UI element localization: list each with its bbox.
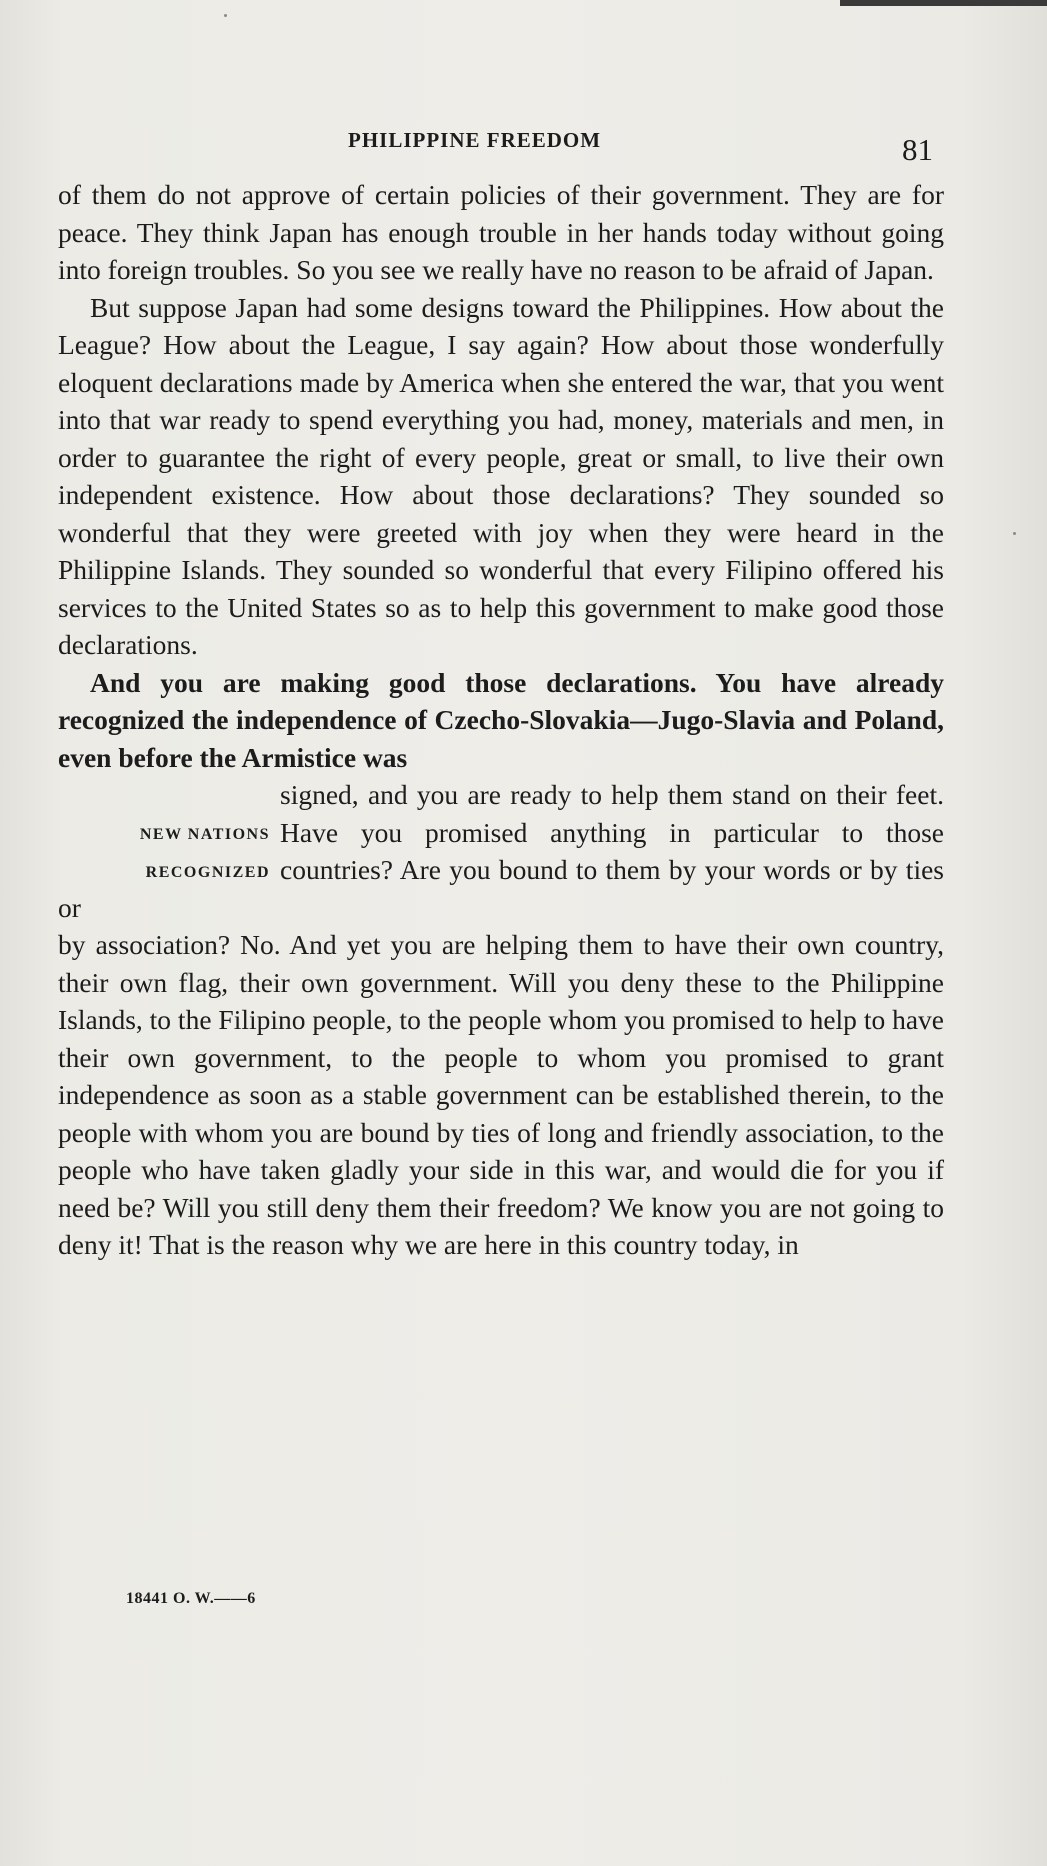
paragraph-2: But suppose Japan had some designs toward the Philippines. How about the League? How about the League, I say again? How about those wonderfully eloquent declarations made by America when she entered the war, that you went into that war ready to spend everything you had, money, materials and men, in order to guarantee the right of every people, great or small, to live their own independent existence. How about those declarations? They sounded so wonderful that they were greeted with joy when they were heard in the Philippine Islands. They sounded so wonderful that every Filipino offered his services to the United States so as to help this government to make good those declarations. <box>58 291 944 660</box>
paragraph-3-end: by association? No. And yet you are helping them to have their own country, their own flag, their own government. Will you deny these to the Philippine Islands, to the Filipino people, to the people whom you promised to help to have their own government, to the people to whom you promised to grant independence as soon as a stable government can be established therein, to the people with whom you are bound by ties of long and friendly association, to the people who have taken gladly your side in this war, and would die for you if need be? Will you still deny them their freedom? We know you are not going to deny it! That is the reason why we are here in this country today, in <box>58 929 944 1260</box>
margin-note-line-2: RECOGNIZED <box>145 863 270 881</box>
scan-edge <box>840 0 1047 6</box>
margin-note <box>58 776 280 888</box>
paragraph-3-side: signed, and you are ready to help them stand on their feet. Have you promised anything in particular to those countries? Are you bound to them by your words or by ties or <box>58 779 944 923</box>
sidenote-block <box>58 776 944 926</box>
paper-speck <box>1013 532 1016 535</box>
printer-signature: 18441 O. W.——6 <box>126 1590 256 1607</box>
page-number: 81 <box>902 132 933 167</box>
page-header <box>64 118 944 168</box>
margin-note-line-1: NEW NATIONS <box>139 826 270 843</box>
body-text <box>58 176 944 1264</box>
paper-speck <box>224 14 227 17</box>
paragraph-1: of them do not approve of certain policies of their government. They are for peace. They think Japan has enough trouble in her hands today without going into foreign troubles. So you see we really have no reason to be afraid of Japan. <box>58 179 944 285</box>
paragraph-3-start: And you are making good those declarations. You have already recognized the independence of Czecho-Slovakia—Jugo-Slavia and Poland, even before the Armistice was <box>58 666 944 773</box>
running-head: PHILIPPINE FREEDOM <box>348 128 602 152</box>
